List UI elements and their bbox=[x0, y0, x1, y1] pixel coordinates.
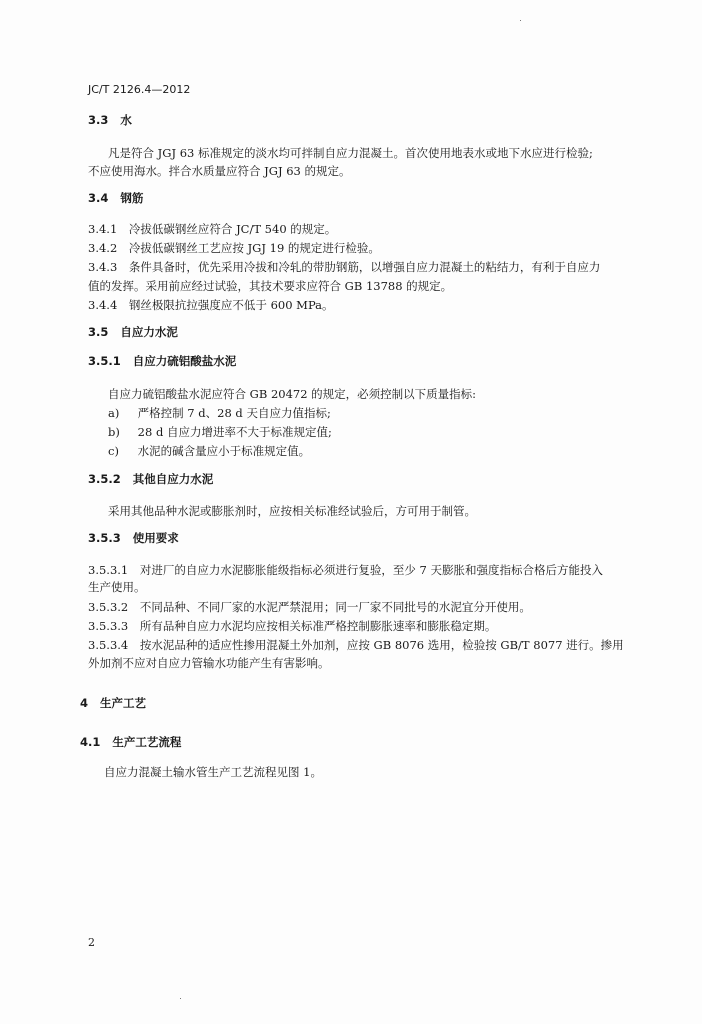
clause-text: 钢丝极限抗拉强度应不低于 600 MPa。 bbox=[128, 298, 334, 312]
clause-text: 冷拔低碳钢丝应符合 JC/T 540 的规定。 bbox=[128, 222, 337, 236]
section-title: 自应力硫铝酸盐水泥 bbox=[132, 354, 237, 368]
list-item-a bbox=[108, 405, 331, 421]
list-marker: c) bbox=[108, 444, 119, 458]
clause-3-4-3 bbox=[88, 259, 600, 275]
list-text: 28 d 自应力增进率不大于标准规定值; bbox=[137, 425, 332, 439]
clause-number: 3.4.4 bbox=[88, 298, 118, 312]
clause-number: 3.5.3.3 bbox=[88, 619, 129, 633]
clause-number: 3.5.3.1 bbox=[88, 563, 129, 577]
clause-number: 3.5.3.4 bbox=[88, 638, 129, 652]
clause-text: 条件具备时，优先采用冷拔和冷轧的带肋钢筋，以增强自应力混凝土的粘结力，有利于自应力 bbox=[128, 260, 601, 274]
list-marker: b) bbox=[108, 425, 120, 439]
clause-3-5-3-4 bbox=[88, 637, 624, 653]
scan-speck bbox=[520, 20, 521, 21]
standard-code: JC/T 2126.4—2012 bbox=[88, 83, 191, 96]
section-3-3-heading bbox=[88, 112, 132, 128]
section-3-5-3-heading bbox=[88, 530, 179, 546]
clause-3-4-2 bbox=[88, 240, 380, 256]
section-number: 3.5.3 bbox=[88, 531, 121, 545]
section-3-5-heading bbox=[88, 324, 178, 340]
section-title: 自应力水泥 bbox=[120, 325, 178, 339]
paragraph-line: 不应使用海水。拌合水质量应符合 JGJ 63 的规定。 bbox=[88, 164, 351, 178]
section-4-heading bbox=[80, 695, 146, 711]
clause-text: 冷拔低碳钢丝工艺应按 JGJ 19 的规定进行检验。 bbox=[128, 241, 380, 255]
section-number: 4.1 bbox=[80, 735, 101, 749]
clause-text: 对进厂的自应力水泥膨胀能级指标必须进行复验，至少 7 天膨胀和强度指标合格后方能投入 bbox=[139, 563, 604, 577]
section-number: 3.5.1 bbox=[88, 354, 121, 368]
section-number: 3.4 bbox=[88, 191, 109, 205]
section-title: 生产工艺 bbox=[100, 696, 147, 710]
clause-3-5-3-1 bbox=[88, 562, 603, 578]
section-number: 3.5 bbox=[88, 325, 109, 339]
clause-3-5-3-3 bbox=[88, 618, 496, 634]
scan-speck bbox=[180, 998, 181, 999]
section-title: 生产工艺流程 bbox=[112, 735, 182, 749]
section-3-4-heading bbox=[88, 190, 143, 206]
clause-number: 3.5.3.2 bbox=[88, 600, 129, 614]
clause-number: 3.4.1 bbox=[88, 222, 118, 236]
paragraph-line: 采用其他品种水泥或膨胀剂时，应按相关标准经试验后，方可用于制管。 bbox=[108, 504, 476, 518]
clause-text: 所有品种自应力水泥均应按相关标准严格控制膨胀速率和膨胀稳定期。 bbox=[139, 619, 497, 633]
list-text: 水泥的碱含量应小于标准规定值。 bbox=[137, 444, 311, 458]
clause-text: 不同品种、不同厂家的水泥严禁混用；同一厂家不同批号的水泥宜分开使用。 bbox=[139, 600, 531, 614]
clause-3-4-4 bbox=[88, 297, 334, 313]
list-item-b bbox=[108, 424, 332, 440]
section-number: 4 bbox=[80, 696, 89, 710]
section-number: 3.5.2 bbox=[88, 472, 121, 486]
clause-3-4-1 bbox=[88, 221, 336, 237]
clause-text: 按水泥品种的适应性掺用混凝土外加剂，应按 GB 8076 选用，检验按 GB/T 8077 进行。掺用 bbox=[139, 638, 624, 652]
section-number: 3.3 bbox=[88, 113, 109, 127]
list-marker: a) bbox=[108, 406, 120, 420]
paragraph-line: 自应力混凝土输水管生产工艺流程见图 1。 bbox=[104, 765, 322, 779]
page-number: 2 bbox=[88, 936, 95, 949]
section-4-1-heading bbox=[80, 734, 181, 750]
section-title: 其他自应力水泥 bbox=[132, 472, 214, 486]
section-title: 钢筋 bbox=[120, 191, 144, 205]
clause-continuation: 值的发挥。采用前应经过试验，其技术要求应符合 GB 13788 的规定。 bbox=[88, 279, 453, 293]
section-title: 使用要求 bbox=[132, 531, 179, 545]
clause-continuation: 外加剂不应对自应力管输水功能产生有害影响。 bbox=[88, 656, 330, 670]
section-3-5-2-heading bbox=[88, 471, 213, 487]
list-item-c bbox=[108, 443, 310, 459]
clause-number: 3.4.2 bbox=[88, 241, 118, 255]
section-3-5-1-heading bbox=[88, 353, 236, 369]
clause-3-5-3-2 bbox=[88, 599, 531, 615]
list-text: 严格控制 7 d、28 d 天自应力值指标; bbox=[137, 406, 331, 420]
clause-number: 3.4.3 bbox=[88, 260, 118, 274]
section-title: 水 bbox=[120, 113, 132, 127]
clause-continuation: 生产使用。 bbox=[88, 580, 146, 594]
paragraph-line: 自应力硫铝酸盐水泥应符合 GB 20472 的规定，必须控制以下质量指标: bbox=[108, 387, 477, 401]
paragraph-line: 凡是符合 JGJ 63 标准规定的淡水均可拌制自应力混凝土。首次使用地表水或地下水应进行检验; bbox=[108, 146, 593, 160]
